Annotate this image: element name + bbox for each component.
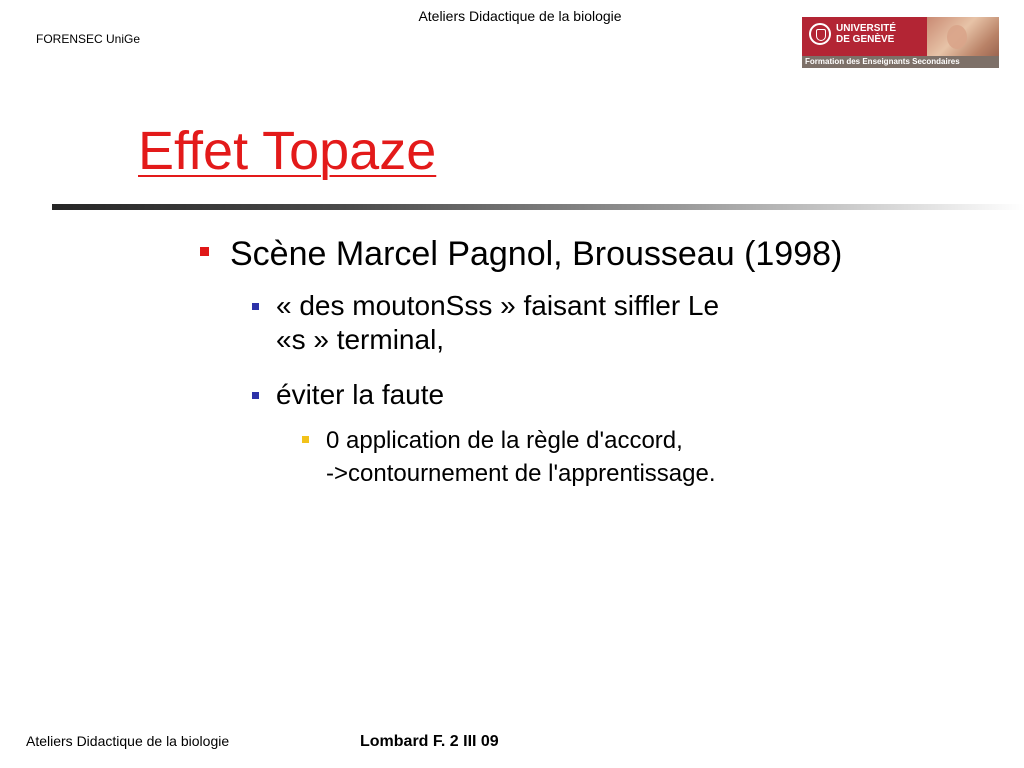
logo-name-line1: UNIVERSITÉ <box>836 23 897 34</box>
footer-author-date: Lombard F. 2 III 09 <box>360 733 499 750</box>
bullet-level1-text: Scène Marcel Pagnol, Brousseau (1998) <box>230 235 843 273</box>
bullet-level2-b-text: éviter la faute <box>276 379 445 410</box>
bullet-level3-line1: 0 application de la règle d'accord, <box>326 427 683 454</box>
bullet-level2-b <box>252 378 444 412</box>
slide-title: Effet Topaze <box>138 121 437 181</box>
red-square-bullet-icon <box>200 247 209 256</box>
bullet-level3 <box>302 424 716 490</box>
bullet-level3-line2: ->contournement de l'apprentissage. <box>326 460 716 487</box>
logo-name <box>836 23 928 45</box>
header-center-text: Ateliers Didactique de la biologie <box>418 8 622 24</box>
bullet-level2-a <box>252 289 719 357</box>
bullet-level1 <box>200 232 842 276</box>
logo-name-line2: DE GENÈVE <box>836 34 895 45</box>
blue-square-bullet-icon <box>252 392 259 399</box>
university-logo <box>802 17 999 68</box>
logo-strip: Formation des Enseignants Secondaires <box>802 56 999 68</box>
blue-square-bullet-icon <box>252 303 259 310</box>
header-left-text: FORENSEC UniGe <box>36 32 141 46</box>
university-seal-icon <box>809 23 831 45</box>
bullet-level2-a-line1: « des moutonSss » faisant siffler Le <box>276 290 720 321</box>
title-rule <box>52 204 1024 210</box>
bullet-level2-a-line2: «s » terminal, <box>276 324 445 355</box>
footer-left-text: Ateliers Didactique de la biologie <box>26 733 230 749</box>
yellow-square-bullet-icon <box>302 436 309 443</box>
